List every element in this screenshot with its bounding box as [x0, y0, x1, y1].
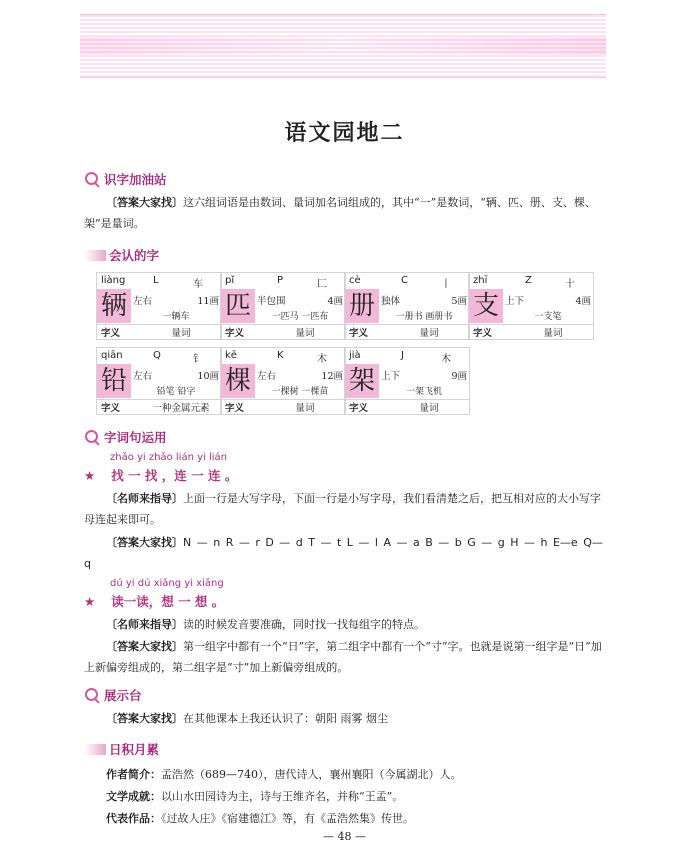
section-heading-5	[84, 740, 159, 758]
char-radical: 丨	[441, 279, 451, 290]
magnifier-icon	[84, 687, 102, 703]
char-word: 一支笔	[534, 312, 562, 322]
char-card	[468, 272, 594, 340]
char-pinyin: liàng	[101, 275, 126, 286]
task1-answer	[84, 532, 606, 574]
task2-pinyin: dú yi dú xiǎng yi xiǎng	[110, 578, 224, 589]
char-pinyin: zhī	[473, 275, 488, 286]
char-structure: 独体	[381, 296, 401, 307]
achievement-label: 文学成就：	[106, 790, 161, 803]
page-title: 语文园地二	[284, 120, 405, 146]
meaning-key: 字义	[101, 328, 121, 339]
char-word: 一册书 画册书	[395, 312, 453, 322]
task-title-text: 读一读，想 一 想 。	[111, 594, 225, 609]
char-word: 铅笔 铅字	[156, 387, 196, 397]
char-strokes: 4画	[327, 296, 343, 307]
char-glyph: 架	[345, 364, 379, 398]
meaning-key: 字义	[101, 403, 121, 414]
section-heading-3	[84, 428, 167, 446]
achievement-text: 以山水田园诗为主，诗与王维齐名，并称“王孟”。	[161, 790, 404, 803]
char-card	[344, 347, 470, 415]
answer-text: 第一组字中都有一个“日”字，第二组字中都有一个“寸”字。也就是说第一组字是“日”加上新偏旁组成的，第二组字是“寸”加上新偏旁组成的。	[84, 640, 602, 674]
guide-text: 读的时候发音要准确，同时找一找每组字的特点。	[183, 618, 425, 631]
char-strokes: 4画	[575, 296, 591, 307]
pink-bar-icon	[84, 250, 106, 261]
task2-title	[84, 592, 224, 610]
task-title-text: 找 一 找 ，连 一 连 。	[111, 468, 238, 483]
section-heading-2	[84, 246, 159, 264]
char-strokes: 12画	[321, 371, 343, 382]
section-heading-label: 字词句运用	[104, 430, 167, 445]
char-glyph: 支	[469, 289, 503, 323]
s5-author	[84, 764, 606, 785]
char-structure: 左右	[133, 371, 153, 382]
char-glyph: 辆	[97, 289, 131, 323]
section-heading-label: 展示台	[104, 688, 142, 703]
meaning-key: 字义	[349, 403, 369, 414]
answer-label: 〔答案大家找〕	[106, 536, 183, 549]
answer-text: 这六组词语是由数词、量词加名词组成的，其中“一”是数词，“辆、匹、册、支、棵、架”是量词。	[84, 196, 596, 230]
answer-text: 在其他课本上我还认识了：朝阳 雨雾 烟尘	[183, 712, 388, 725]
guide-label: 〔名师来指导〕	[106, 618, 183, 631]
char-pinyin: qiān	[101, 350, 123, 361]
magnifier-icon	[84, 171, 102, 187]
char-radical: 木	[317, 354, 327, 365]
meaning-value: 量词	[419, 403, 439, 414]
page-number: — 48 —	[323, 830, 366, 843]
meaning-key: 字义	[349, 328, 369, 339]
char-glyph: 册	[345, 289, 379, 323]
char-strokes: 9画	[451, 371, 467, 382]
task1-pinyin: zhǎo yi zhǎo lián yi lián	[110, 452, 227, 463]
section-heading-4	[84, 686, 142, 704]
char-word: 一架飞机	[405, 387, 442, 397]
char-glyph: 棵	[221, 364, 255, 398]
char-capital: Q	[153, 350, 161, 361]
section-heading-label: 识字加油站	[104, 172, 167, 187]
s5-achievement	[84, 786, 606, 807]
pink-bar-icon	[84, 744, 106, 755]
char-pinyin: jià	[349, 350, 361, 361]
char-strokes: 10画	[197, 371, 219, 382]
task1-title	[84, 466, 237, 484]
char-capital: K	[277, 350, 284, 361]
section-heading-1	[84, 170, 167, 188]
char-glyph: 匹	[221, 289, 255, 323]
char-glyph: 铅	[97, 364, 131, 398]
char-card	[96, 272, 222, 340]
char-radical: 车	[193, 279, 203, 290]
header-banner	[80, 14, 606, 78]
task1-guide	[84, 488, 606, 530]
task2-answer	[84, 636, 606, 678]
magnifier-icon	[84, 429, 102, 445]
meaning-key: 字义	[225, 403, 245, 414]
answer-label: 〔答案大家找〕	[106, 196, 183, 209]
char-capital: P	[277, 275, 284, 286]
meaning-key: 字义	[225, 328, 245, 339]
char-structure: 左右	[133, 296, 153, 307]
char-word: 一匹马 一匹布	[271, 312, 329, 322]
s1-answer	[84, 192, 606, 234]
works-text: 《过故人庄》《宿建德江》等，有《孟浩然集》传世。	[161, 812, 414, 825]
char-card	[220, 347, 346, 415]
s5-works	[84, 808, 606, 829]
meaning-value: 量词	[419, 328, 439, 339]
meaning-value: 量词	[171, 328, 191, 339]
char-card	[96, 347, 222, 415]
works-label: 代表作品：	[106, 812, 161, 825]
author-text: 孟浩然（689—740），唐代诗人，襄州襄阳（今属湖北）人。	[161, 768, 462, 781]
answer-text: N — n R — r D — d T — t L — l A — a B — b G — g H — h E—e Q—q	[84, 536, 603, 570]
answer-label: 〔答案大家找〕	[106, 640, 183, 653]
s4-answer	[84, 708, 606, 729]
char-radical: 匚	[317, 279, 327, 290]
char-card	[344, 272, 470, 340]
char-strokes: 11画	[197, 296, 219, 307]
char-capital: J	[401, 350, 404, 361]
char-radical: 十	[565, 279, 575, 290]
char-capital: L	[153, 275, 159, 286]
meaning-value: 量词	[543, 328, 563, 339]
section-heading-label: 会认的字	[109, 248, 160, 263]
author-label: 作者简介：	[106, 768, 161, 781]
star-icon: ★	[84, 468, 96, 483]
star-icon: ★	[84, 594, 96, 609]
char-strokes: 5画	[451, 296, 467, 307]
char-radical: 木	[441, 354, 451, 365]
meaning-value: 量词	[295, 328, 315, 339]
char-radical: 钅	[193, 354, 203, 365]
char-card	[220, 272, 346, 340]
task2-guide	[84, 614, 606, 635]
char-pinyin: kē	[225, 350, 237, 361]
char-pinyin: pǐ	[225, 275, 235, 286]
char-structure: 上下	[381, 371, 401, 382]
meaning-value: 量词	[295, 403, 315, 414]
answer-label: 〔答案大家找〕	[106, 712, 183, 725]
guide-label: 〔名师来指导〕	[106, 492, 183, 505]
meaning-value: 一种金属元素	[152, 403, 210, 414]
char-word: 一棵树 一棵苗	[271, 387, 329, 397]
char-structure: 半包围	[257, 296, 286, 307]
char-structure: 上下	[505, 296, 525, 307]
char-pinyin: cè	[349, 275, 361, 286]
char-word: 一辆车	[162, 312, 190, 322]
guide-text: 上面一行是大写字母，下面一行是小写字母，我们看清楚之后，把互相对应的大小写字母连起来即可。	[84, 492, 601, 526]
section-heading-label: 日积月累	[109, 742, 160, 757]
char-structure: 左右	[257, 371, 277, 382]
char-capital: Z	[525, 275, 532, 286]
char-capital: C	[401, 275, 408, 286]
meaning-key: 字义	[473, 328, 493, 339]
